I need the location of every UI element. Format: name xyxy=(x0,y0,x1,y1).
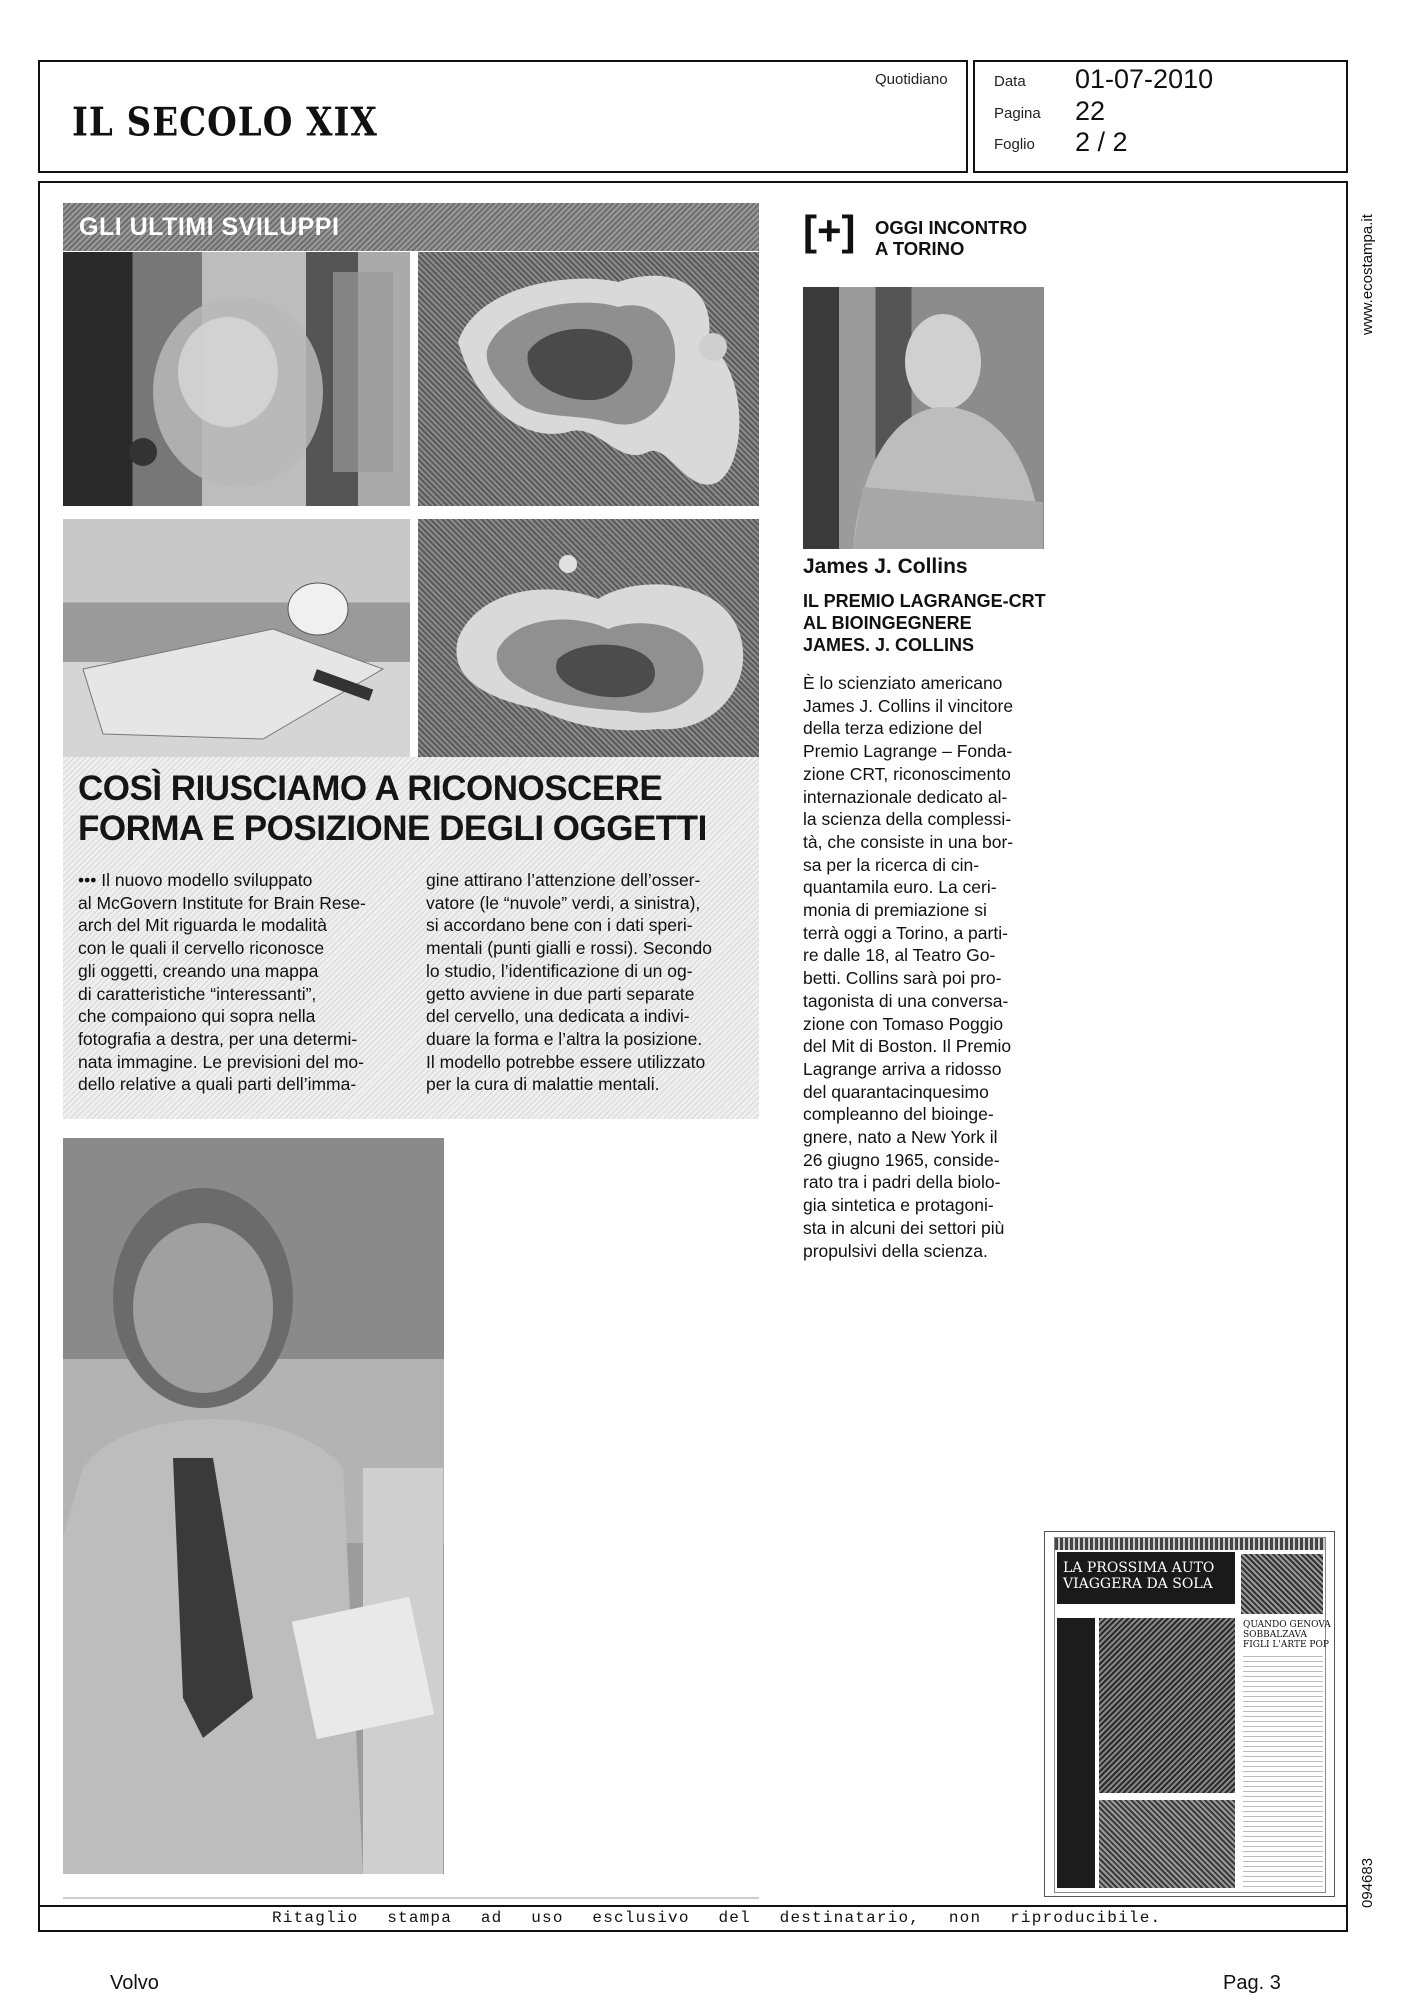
sidebar-text-line: zione con Tomaso Poggio xyxy=(803,1013,1004,1034)
sidebar-text-line: James J. Collins il vincitore xyxy=(803,695,1014,716)
thumbnail-side-head-1: QUANDO GENOVA xyxy=(1243,1620,1331,1630)
thumbnail-side-head-2: SOBBALZAVA xyxy=(1243,1630,1307,1640)
subhead-line: IL PREMIO LAGRANGE-CRT xyxy=(803,591,1046,611)
sidebar-text-line: re dalle 18, al Teatro Go- xyxy=(803,945,996,966)
page-number: Pag. 3 xyxy=(1223,1972,1281,1994)
toy-objects-graphic xyxy=(63,519,410,757)
subhead-line: JAMES. J. COLLINS xyxy=(803,635,975,655)
sidebar-text-line: 26 giugno 1965, conside- xyxy=(803,1149,1000,1170)
thumbnail-main-image xyxy=(1099,1618,1235,1793)
article-text-line: fotografia a destra, per una determi- xyxy=(78,1028,358,1049)
kicker-line1: OGGI INCONTRO xyxy=(875,217,1028,238)
collins-portrait-graphic xyxy=(803,287,1044,549)
sidebar-text-line: della terza edizione del xyxy=(803,718,983,739)
sidebar-text-line: compleanno del bioinge- xyxy=(803,1104,994,1125)
headline-line1: COSÌ RIUSCIAMO A RICONOSCERE xyxy=(78,769,663,808)
thumbnail-headline-box xyxy=(1057,1552,1235,1604)
sidebar-text-line: propulsivi della scienza. xyxy=(803,1240,988,1261)
saliency-heatmap-top xyxy=(418,252,759,506)
article-text-line: ••• Il nuovo modello sviluppato xyxy=(78,870,313,890)
article-text-line: si accordano bene con i dati speri- xyxy=(426,915,693,936)
sidebar-text-line: È lo scienziato americano xyxy=(803,673,1003,693)
page-label: Pagina xyxy=(994,105,1041,122)
thumbnail-inner xyxy=(1054,1537,1331,1893)
sidebar-text-line: sa per la ricerca di cin- xyxy=(803,854,980,875)
article-text-line: del cervello, una dedicata a indivi- xyxy=(426,1006,690,1027)
client-label: Volvo xyxy=(110,1972,159,1994)
portrait-photo-man xyxy=(63,1138,444,1874)
thumbnail-headline-1: LA PROSSIMA AUTO xyxy=(1063,1560,1215,1576)
sidebar-subhead xyxy=(803,590,1063,656)
date-label: Data xyxy=(994,73,1026,90)
plus-box-icon: [+] xyxy=(803,207,856,254)
sidebar-text-line: sta in alcuni dei settori più xyxy=(803,1217,1005,1238)
photo-top-left xyxy=(63,252,410,506)
doll-figure-graphic xyxy=(63,252,410,506)
website-vertical: www.ecostampa.it xyxy=(1359,214,1376,335)
photo-bottom-left xyxy=(63,519,410,757)
article-text-line: Il modello potrebbe essere utilizzato xyxy=(426,1051,706,1072)
publication-type: Quotidiano xyxy=(875,71,948,88)
sidebar-body xyxy=(803,672,1063,1262)
bottom-rule xyxy=(63,1897,759,1899)
kicker-line2: A TORINO xyxy=(875,238,965,259)
masthead: IL SECOLO XIX xyxy=(72,100,378,146)
thumbnail-photo-top xyxy=(1241,1554,1323,1614)
thumbnail-topstrip xyxy=(1055,1538,1325,1550)
sheet-label: Foglio xyxy=(994,136,1035,153)
article-column-2 xyxy=(426,869,756,1096)
sidebar-text-line: rato tra i padri della biolo- xyxy=(803,1172,1001,1193)
sheet-value: 2 / 2 xyxy=(1075,127,1128,157)
sidebar-text-line: monia di premiazione si xyxy=(803,900,987,921)
reproduction-notice: Ritaglio stampa ad uso esclusivo del destinatario, non riproducibile. xyxy=(272,1909,1162,1927)
thumbnail-left-column xyxy=(1057,1618,1095,1888)
article-text-line: che compaiono qui sopra nella xyxy=(78,1006,316,1027)
page-thumbnail xyxy=(1044,1531,1335,1897)
sidebar-text-line: Premio Lagrange – Fonda- xyxy=(803,741,1013,762)
sidebar-text-line: gnere, nato a New York il xyxy=(803,1127,998,1148)
article-text-line: arch del Mit riguarda le modalità xyxy=(78,915,328,936)
sidebar-text-line: zione CRT, riconoscimento xyxy=(803,763,1011,784)
thumbnail-side-head-3: FIGLI L'ARTE POP xyxy=(1243,1640,1329,1650)
portrait-man-graphic xyxy=(63,1138,444,1874)
sidebar-text-line: gia sintetica e protagoni- xyxy=(803,1195,994,1216)
headline-line2: FORMA E POSIZIONE DEGLI OGGETTI xyxy=(78,809,707,848)
sidebar-text-line: del quarantacinquesimo xyxy=(803,1081,989,1102)
sidebar-text-line: tagonista di una conversa- xyxy=(803,990,1009,1011)
photo-bottom-right-heatmap xyxy=(418,519,759,757)
code-vertical: 094683 xyxy=(1359,1857,1376,1908)
subhead-line: AL BIOINGEGNERE xyxy=(803,613,972,633)
sidebar-text-line: terrà oggi a Torino, a parti- xyxy=(803,922,1008,943)
sidebar-text-line: Lagrange arriva a ridosso xyxy=(803,1058,1002,1079)
article-text-line: al McGovern Institute for Brain Rese- xyxy=(78,892,366,913)
sidebar-text-line: tà, che consiste in una bor- xyxy=(803,831,1014,852)
article-text-line: mentali (punti gialli e rossi). Secondo xyxy=(426,938,712,959)
sidebar-text-line: la scienza della complessi- xyxy=(803,809,1012,830)
article-text-line: con le quali il cervello riconosce xyxy=(78,938,325,959)
article-column-1 xyxy=(78,869,408,1096)
sidebar-text-line: quantamila euro. La ceri- xyxy=(803,877,997,898)
article-text-line: gine attirano l’attenzione dell’osser- xyxy=(426,870,701,890)
date-value: 01-07-2010 xyxy=(1075,64,1214,94)
sidebar-text-line: betti. Collins sarà poi pro- xyxy=(803,968,1002,989)
sidebar-text-line: del Mit di Boston. Il Premio xyxy=(803,1036,1012,1057)
saliency-heatmap-bottom xyxy=(418,519,759,757)
article-text-line: dello relative a quali parti dell’imma- xyxy=(78,1074,357,1095)
article-text-line: getto avviene in due parti separate xyxy=(426,983,695,1004)
footer-divider xyxy=(38,1905,1348,1907)
caption-name: James J. Collins xyxy=(803,555,968,578)
article-text-line: duare la forma e l’altra la posizione. xyxy=(426,1028,703,1049)
article-text-line: vatore (le “nuvole” verdi, a sinistra), xyxy=(426,892,701,913)
thumbnail-bottom-image xyxy=(1099,1800,1235,1888)
article-text-line: nata immagine. Le previsioni del mo- xyxy=(78,1051,364,1072)
article-text-line: lo studio, l’identificazione di un og- xyxy=(426,960,693,981)
article-text-line: gli oggetti, creando una mappa xyxy=(78,960,319,981)
section-title-bar: GLI ULTIMI SVILUPPI xyxy=(63,203,759,251)
page-value: 22 xyxy=(1075,96,1106,126)
thumbnail-text-column xyxy=(1243,1656,1323,1888)
sidebar-text-line: internazionale dedicato al- xyxy=(803,786,1008,807)
article-text-line: per la cura di malattie mentali. xyxy=(426,1074,660,1095)
thumbnail-headline-2: VIAGGERA DA SOLA xyxy=(1063,1576,1213,1592)
collins-photo xyxy=(803,287,1044,549)
article-text-line: di caratteristiche “interessanti”, xyxy=(78,983,317,1004)
photo-top-right-heatmap xyxy=(418,252,759,506)
